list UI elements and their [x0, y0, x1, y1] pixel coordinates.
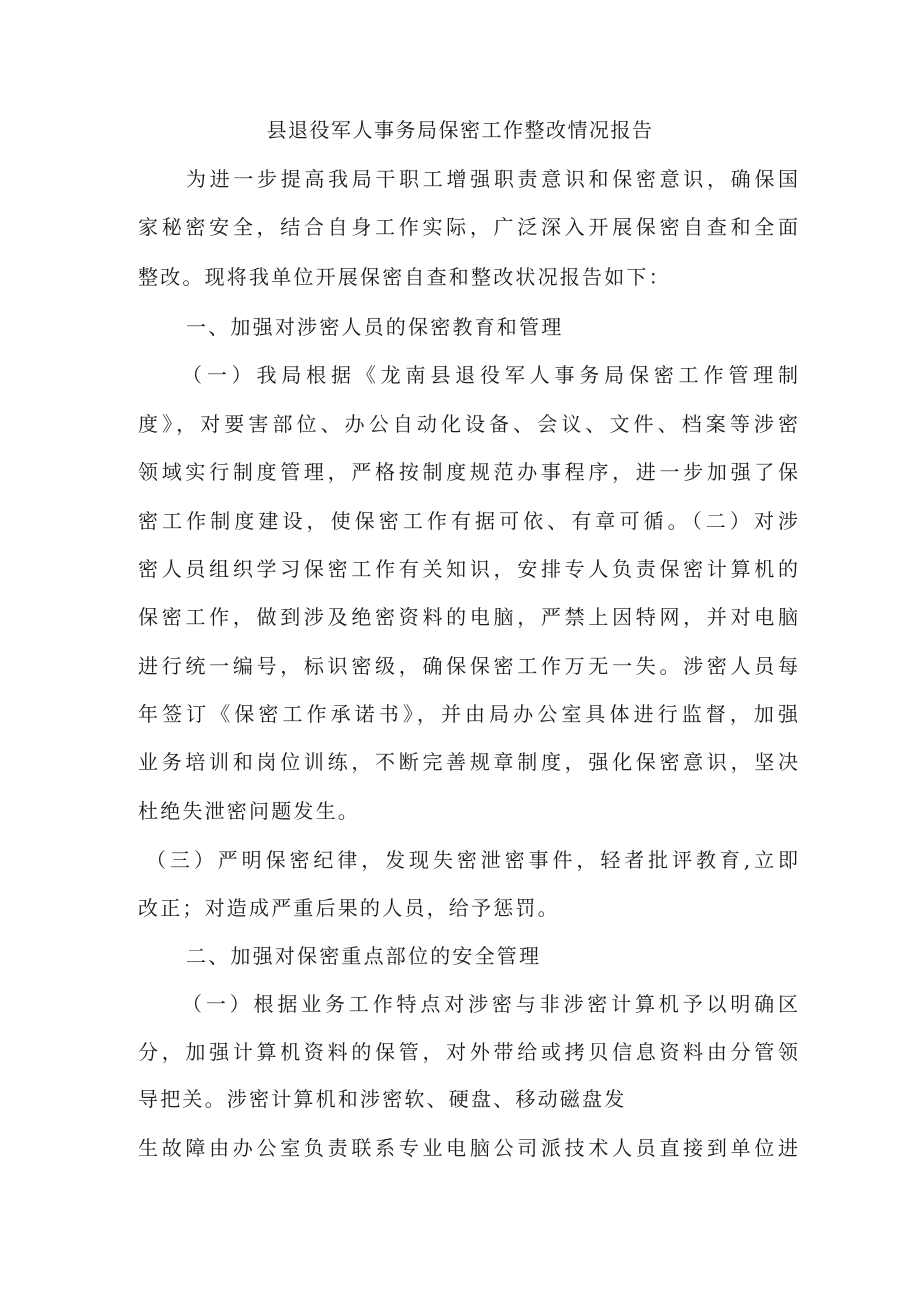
section-heading-2: 二、加强对保密重点部位的安全管理: [186, 944, 542, 968]
paragraph-line: 分，加强计算机资料的保管，对外带给或拷贝信息资料由分管领: [138, 1040, 798, 1064]
paragraph-line: 导把关。涉密计算机和涉密软、硬盘、移动磁盘发: [138, 1087, 627, 1111]
paragraph-line: 进行统一编号，标识密级，确保保密工作万无一失。涉密人员每: [138, 654, 798, 678]
paragraph-line: 年签订《保密工作承诺书》，并由局办公室具体进行监督，加强: [138, 702, 798, 726]
paragraph-line: （三）严明保密纪律，发现失密泄密事件，轻者批评教育,立即: [146, 848, 798, 872]
paragraph-line: 密人员组织学习保密工作有关知识，安排专人负责保密计算机的: [138, 557, 798, 581]
paragraph-line: （一）根据业务工作特点对涉密与非涉密计算机予以明确区: [182, 992, 798, 1016]
paragraph-line: 杜绝失泄密问题发生。: [138, 799, 360, 823]
paragraph-line: 领域实行制度管理，严格按制度规范办事程序，进一步加强了保: [138, 460, 798, 484]
section-heading-1: 一、加强对涉密人员的保密教育和管理: [186, 315, 564, 339]
paragraph-line: 生故障由办公室负责联系专业电脑公司派技术人员直接到单位进: [138, 1136, 798, 1160]
paragraph-line: 改正；对造成严重后果的人员，给予惩罚。: [138, 896, 560, 920]
paragraph-line: 保密工作，做到涉及绝密资料的电脑，严禁上因特网，并对电脑: [138, 605, 798, 629]
paragraph-line: 度》，对要害部位、办公自动化设备、会议、文件、档案等涉密: [138, 412, 798, 436]
paragraph-line: （一）我局根据《龙南县退役军人事务局保密工作管理制: [182, 363, 798, 387]
paragraph-line: 密工作制度建设，使保密工作有据可依、有章可循。（二）对涉: [138, 509, 798, 533]
paragraph-line: 业务培训和岗位训练，不断完善规章制度，强化保密意识，坚决: [138, 750, 798, 774]
paragraph-line: 为进一步提高我局干职工增强职责意识和保密意识，确保国: [186, 167, 798, 191]
paragraph-line: 家秘密安全，结合自身工作实际，广泛深入开展保密自查和全面: [138, 215, 798, 239]
document-title: 县退役军人事务局保密工作整改情况报告: [266, 118, 654, 142]
paragraph-line: 整改。现将我单位开展保密自查和整改状况报告如下：: [138, 265, 671, 289]
